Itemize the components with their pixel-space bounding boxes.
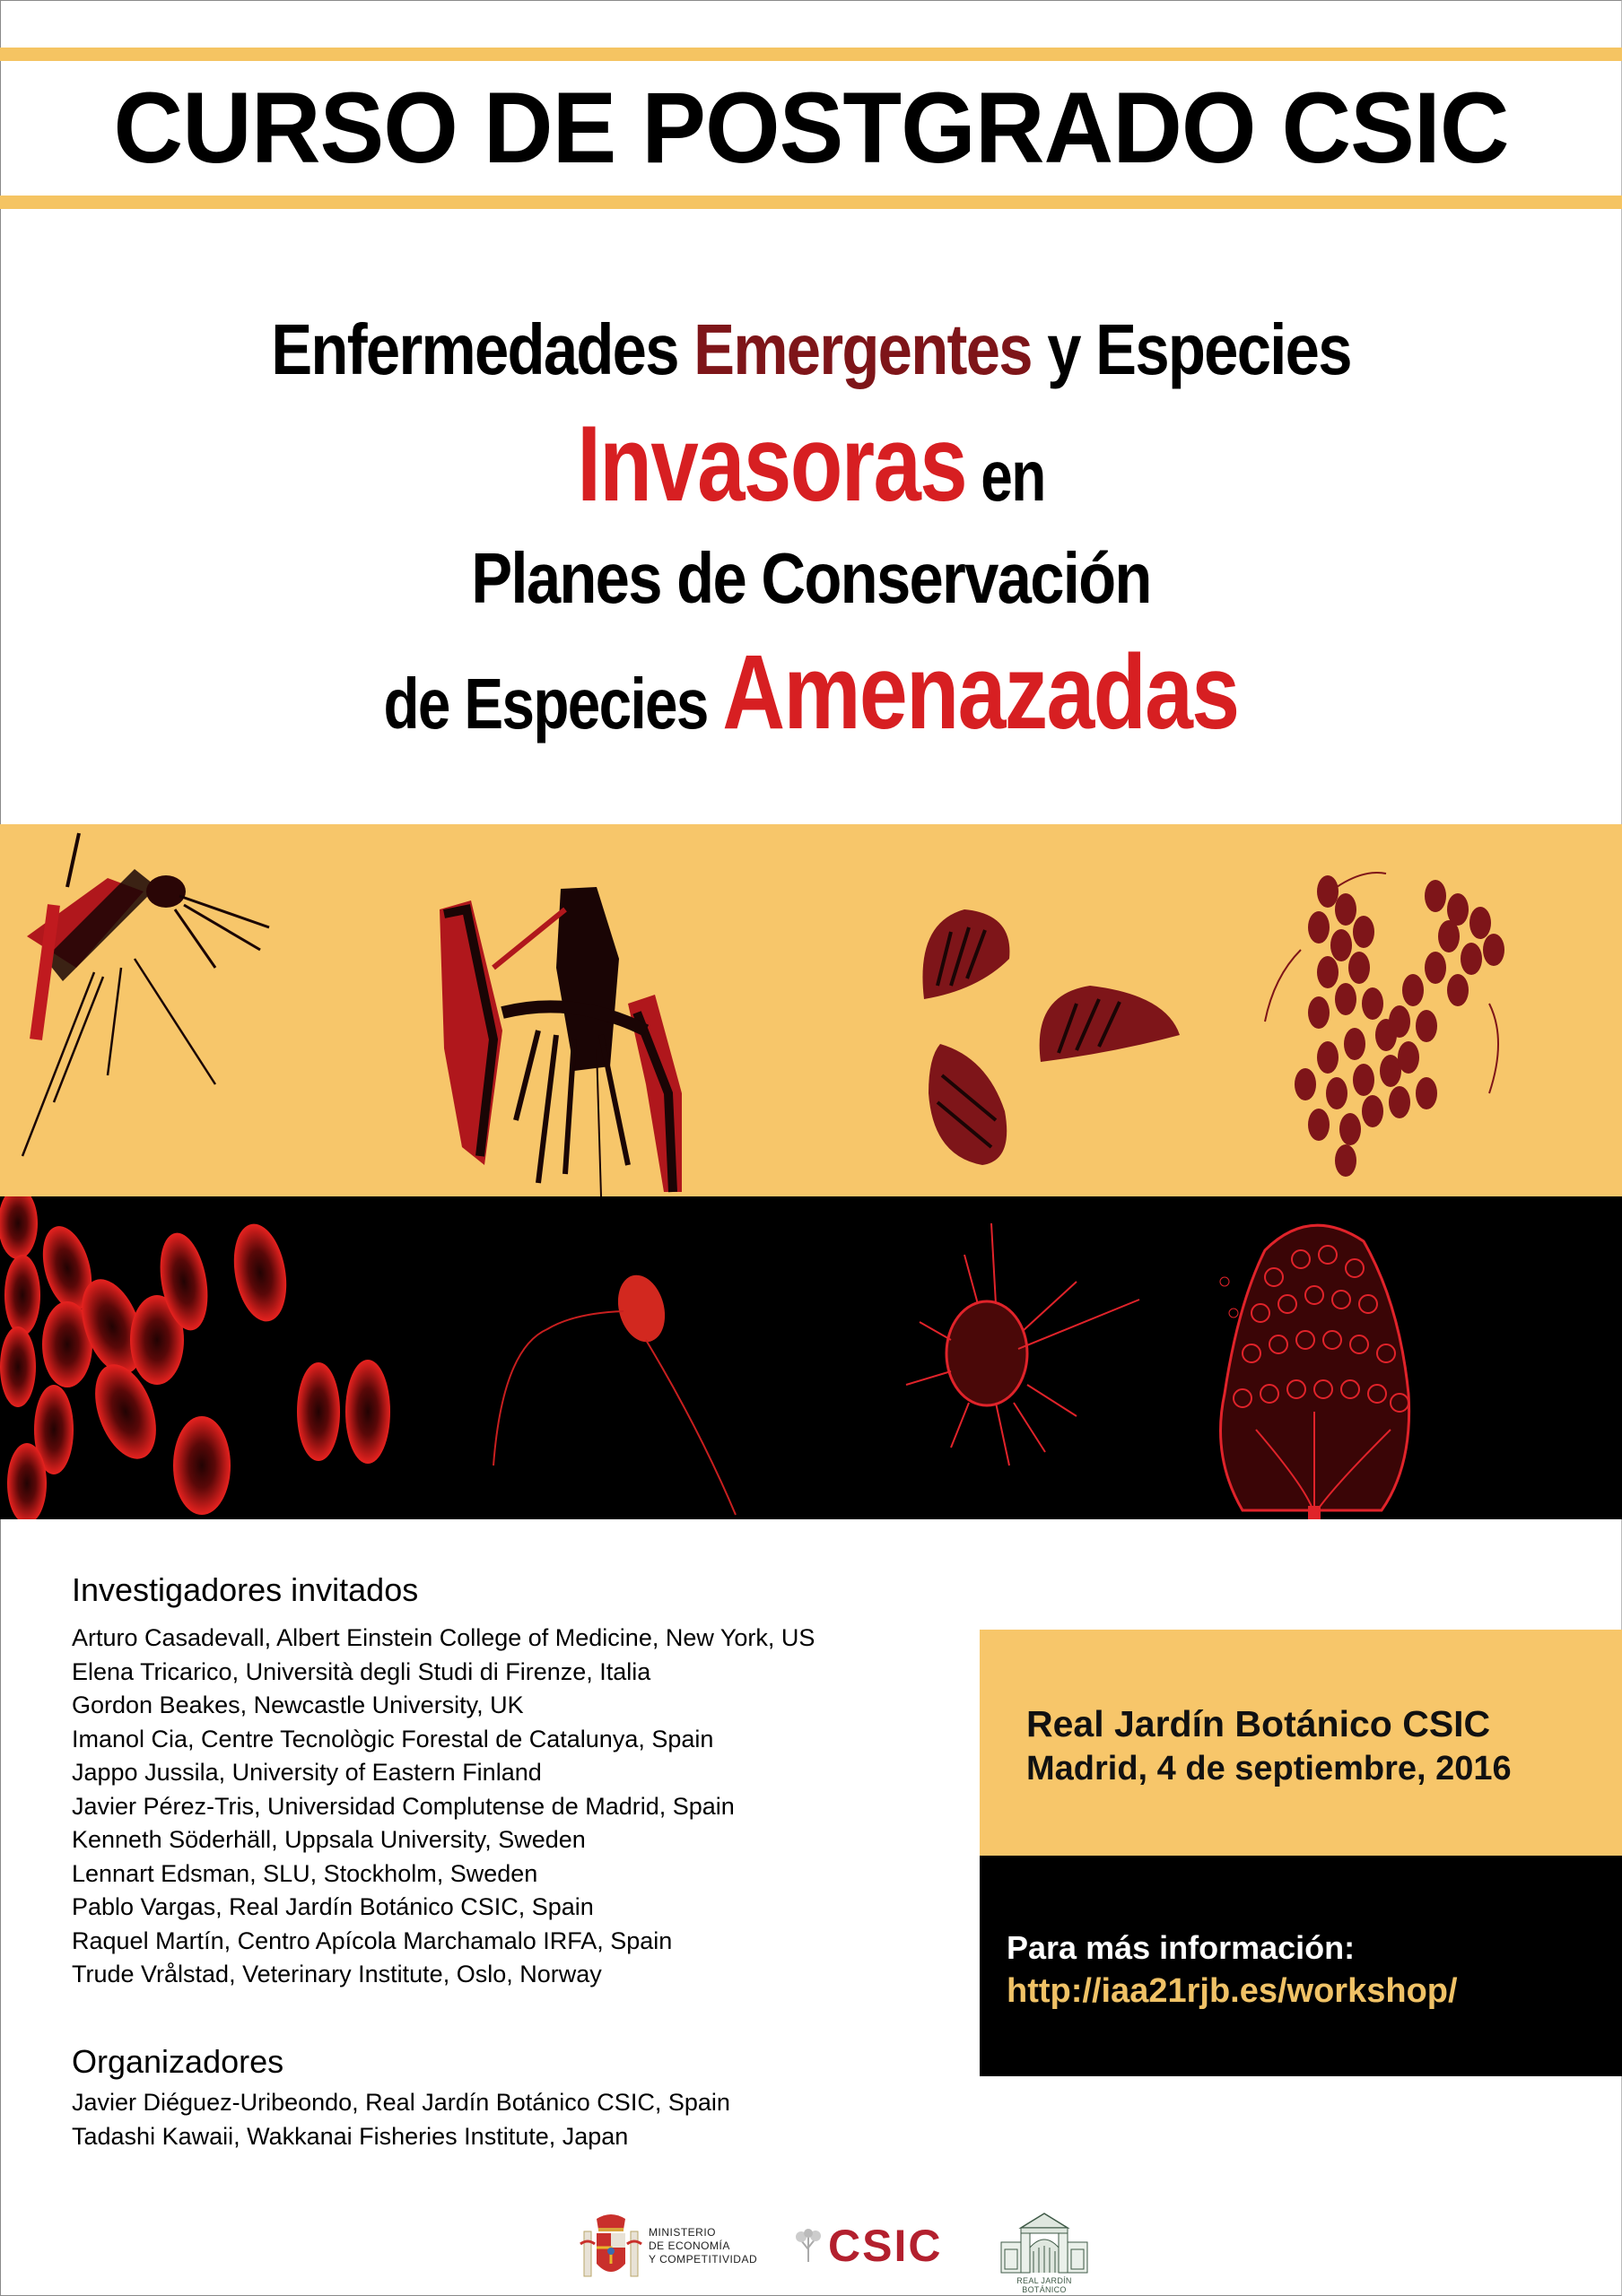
subtitle-line-2 [162, 404, 1460, 532]
workshop-link[interactable]: http://iaa21rjb.es/workshop/ [1007, 1972, 1458, 2010]
spain-coat-of-arms-icon [579, 2212, 643, 2283]
csic-tree-icon [794, 2228, 823, 2264]
venue-box [980, 1630, 1622, 1856]
invited-heading: Investigadores invitados [72, 1571, 419, 1608]
ministerio-line: Y COMPETITIVIDAD [649, 2253, 758, 2266]
list-item: Javier Pérez-Tris, Universidad Complutense de Madrid, Spain [72, 1792, 735, 1820]
crayfish-illustration [440, 887, 682, 1196]
pathogen-image-band [0, 1196, 1622, 1519]
ministerio-line: DE ECONOMÍA [649, 2239, 730, 2252]
zoospore-illustration [906, 1223, 1139, 1465]
botanical-garden-gate-icon [994, 2206, 1094, 2276]
subtitle-amenazadas: Amenazadas [722, 633, 1239, 752]
subtitle-text: y Especies [1031, 309, 1351, 389]
list-item: Raquel Martín, Centro Apícola Marchamalo IRFA, Spain [72, 1926, 673, 1954]
organizers-list [72, 2086, 730, 2153]
organizers-heading: Organizadores [72, 2043, 284, 2080]
list-item: Arturo Casadevall, Albert Einstein College of Medicine, New York, US [72, 1624, 815, 1651]
subtitle-text: Planes de Conservación [471, 538, 1151, 618]
list-item: Pablo Vargas, Real Jardín Botánico CSIC, Spain [72, 1893, 594, 1920]
crayfish-egg-cluster-illustration [1265, 873, 1504, 1177]
subtitle-text: en [966, 436, 1045, 516]
invited-list [72, 1622, 815, 1992]
list-item: Tadashi Kawaii, Wakkanai Fisheries Institute, Japan [72, 2122, 629, 2150]
rjb-wordmark: REAL JARDÍN BOTÁNICO [1016, 2276, 1072, 2294]
list-item: Trude Vrålstad, Veterinary Institute, Oslo, Norway [72, 1961, 602, 1987]
list-item: Kenneth Söderhäll, Uppsala University, Sweden [72, 1826, 586, 1853]
fungal-sporangium-illustration [1220, 1225, 1409, 1519]
rjb-logo [994, 2206, 1093, 2294]
bottom-gold-stripe [0, 196, 1622, 209]
subtitle-text: de Especies [383, 664, 723, 744]
list-item: Gordon Beakes, Newcastle University, UK [72, 1692, 524, 1718]
list-item: Lennart Edsman, SLU, Stockholm, Sweden [72, 1859, 538, 1887]
csic-logo [794, 2219, 955, 2273]
ministerio-logo [579, 2212, 758, 2283]
list-item: Javier Diéguez-Uribeondo, Real Jardín Botánico CSIC, Spain [72, 2089, 730, 2116]
ministerio-text [649, 2226, 757, 2266]
venue-text [1026, 1701, 1512, 1791]
subtitle-line-1 [114, 309, 1509, 390]
ministerio-line: MINISTERIO [649, 2226, 717, 2239]
info-box [980, 1856, 1622, 2076]
top-gold-stripe [0, 48, 1622, 61]
species-image-band [0, 824, 1622, 1196]
more-info-label: Para más información: [1007, 1929, 1356, 1966]
flagellate-illustration [493, 1270, 736, 1515]
mussel-illustration [922, 909, 1180, 1165]
list-item: Jappo Jussila, University of Eastern Finland [72, 1759, 542, 1786]
csic-wordmark: CSIC [828, 2221, 943, 2271]
list-item: Elena Tricarico, Università degli Studi di Firenze, Italia [72, 1657, 651, 1685]
course-title: CURSO DE POSTGRADO CSIC [113, 72, 1509, 184]
subtitle-text: Enfermedades [271, 309, 694, 389]
list-item: Imanol Cia, Centre Tecnològic Forestal de Catalunya, Spain [72, 1725, 714, 1752]
subtitle-line-3 [114, 538, 1509, 619]
venue-date: Madrid, 4 de septiembre, 2016 [1026, 1750, 1512, 1787]
venue-place: Real Jardín Botánico CSIC [1026, 1703, 1491, 1744]
sponsor-logos [0, 2206, 1622, 2294]
red-blood-cells-illustration [0, 1196, 390, 1519]
mosquito-illustration [22, 833, 269, 1156]
subtitle-emergentes: Emergentes [693, 309, 1032, 389]
subtitle-line-4 [146, 633, 1477, 760]
subtitle-invasoras: Invasoras [577, 404, 967, 524]
